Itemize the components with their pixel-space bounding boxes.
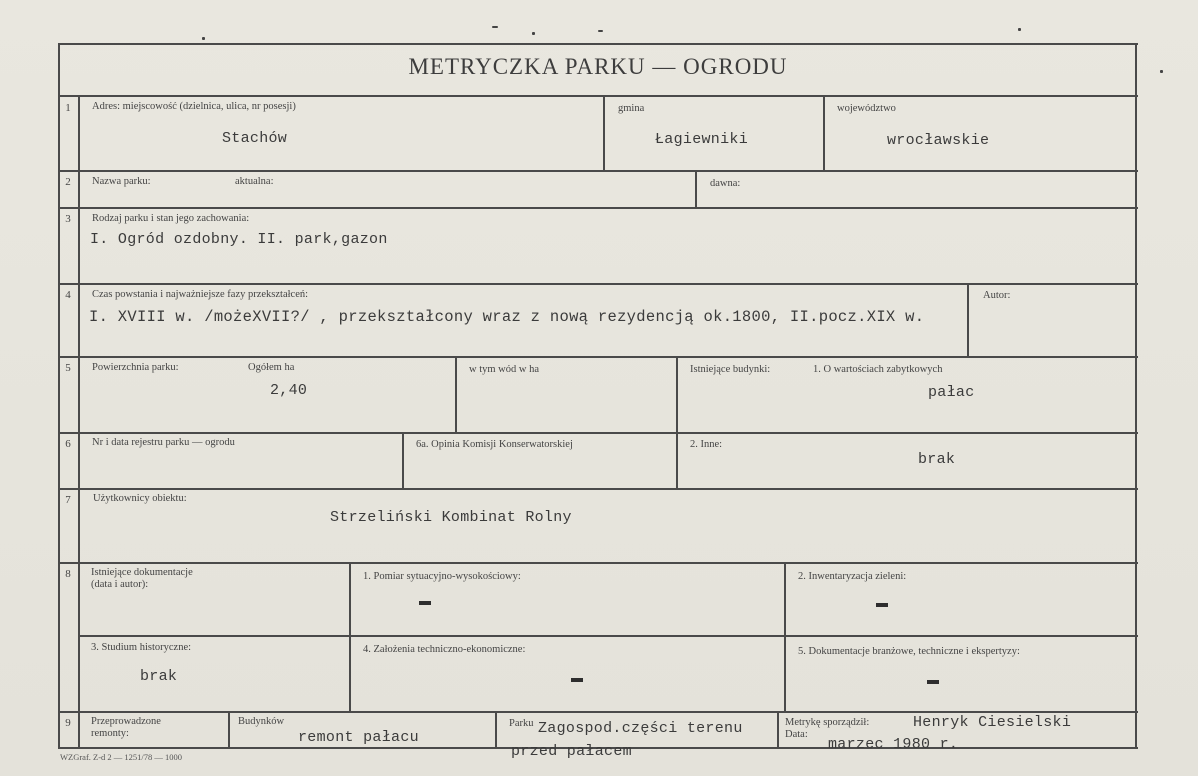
tech-eco-label: 4. Założenia techniczno-ekonomiczne: (363, 644, 526, 655)
r1-div-gmina (603, 95, 605, 172)
buildings-repairs-label: Budynków (238, 716, 285, 727)
gmina-value: Łagiewniki (655, 131, 749, 148)
creation-time-label: Czas powstania i najważniejsze fazy przekształceń: (92, 289, 309, 300)
greenery-value-dash (876, 603, 888, 607)
park-repairs-label: Parku (509, 718, 534, 729)
park-repairs-value: Zagospod.części terenu (538, 720, 743, 737)
r5-div-1 (455, 356, 457, 434)
sep-r4 (58, 356, 1138, 358)
monument-buildings-value: pałac (928, 384, 975, 401)
wojewodztwo-value: wrocławskie (887, 132, 990, 149)
num-col-divider (78, 95, 80, 749)
scan-speck (202, 37, 205, 40)
conservation-opinion-label: 6a. Opinia Komisji Konserwatorskiej (416, 439, 573, 450)
scan-speck (1160, 70, 1163, 73)
buildings-repairs-value: remont pałacu (298, 729, 419, 746)
form-title: METRYCZKA PARKU — OGRODU (408, 54, 788, 79)
history-study-label: 3. Studium historyczne: (91, 642, 192, 653)
survey-value-dash (419, 601, 431, 605)
row-number-2: 2 (65, 176, 71, 188)
r4-div (967, 283, 969, 358)
area-total-value: 2,40 (270, 382, 308, 399)
registry-label: Nr i data rejestru parku — ogrodu (92, 437, 235, 448)
r1-div-woj (823, 95, 825, 172)
row-number-9: 9 (65, 717, 71, 729)
address-label: Adres: miejscowość (dzielnica, ulica, nr posesji) (92, 101, 296, 112)
r9-div-3 (777, 711, 779, 749)
other-buildings-value: brak (918, 451, 956, 468)
row-number-3: 3 (65, 213, 71, 225)
address-value: Stachów (222, 130, 288, 147)
branch-docs-label: 5. Dokumentacje branżowe, techniczne i ekspertyzy: (798, 646, 1020, 657)
row-number-8: 8 (65, 568, 71, 580)
users-value: Strzeliński Kombinat Rolny (330, 509, 572, 526)
greenery-label: 2. Inwentaryzacja zieleni: (798, 571, 907, 582)
history-study-value: brak (140, 668, 178, 685)
row-number-7: 7 (65, 494, 71, 506)
branch-docs-value-dash (927, 680, 939, 684)
park-type-value: I. Ogród ozdobny. II. park,gazon (90, 231, 388, 248)
sep-r3 (58, 283, 1138, 285)
prepared-by-label: Metrykę sporządził: (785, 717, 870, 728)
author-label: Autor: (983, 290, 1011, 301)
water-area-label: w tym wód w ha (469, 364, 539, 375)
sep-r2 (58, 207, 1138, 209)
users-label: Użytkownicy obiektu: (93, 493, 187, 504)
r9-div-1 (228, 711, 230, 749)
sep-r7 (58, 562, 1138, 564)
prepared-by-value: Henryk Ciesielski (913, 714, 1072, 731)
frame-right (1135, 43, 1137, 749)
frame-left (58, 43, 60, 749)
row-number-1: 1 (65, 102, 71, 114)
repairs-label: Przeprowadzone (91, 716, 161, 727)
r5-div-2 (676, 356, 678, 434)
sep-r6 (58, 488, 1138, 490)
other-buildings-label: 2. Inne: (690, 439, 723, 450)
park-name-former-label: dawna: (710, 178, 741, 189)
r8-div-2 (784, 562, 786, 713)
row-number-6: 6 (65, 438, 71, 450)
sep-r8-mid (78, 635, 1138, 637)
gmina-label: gmina (618, 103, 645, 114)
monument-buildings-label: 1. O wartościach zabytkowych (813, 364, 943, 375)
scan-speck (1018, 28, 1021, 31)
park-repairs-value-2: przed pałacem (511, 743, 632, 760)
prepared-date-value: marzec 1980 r. (828, 736, 959, 753)
scan-speck (598, 30, 603, 32)
scan-speck (532, 32, 535, 35)
r6-div-2 (676, 432, 678, 490)
row-number-4: 4 (65, 289, 71, 301)
repairs-sublabel: remonty: (91, 728, 129, 739)
print-footer: WZGraf. Z-d 2 — 1251/78 — 1000 (60, 752, 183, 762)
sep-r1 (58, 170, 1138, 172)
docs-sublabel: (data i autor): (91, 579, 149, 590)
wojewodztwo-label: województwo (837, 103, 896, 114)
prepared-date-label: Data: (785, 729, 808, 740)
sep-r8 (58, 711, 1138, 713)
docs-label: Istniejące dokumentacje (91, 567, 193, 578)
park-name-label: Nazwa parku: (92, 176, 151, 187)
area-label: Powierzchnia parku: (92, 362, 179, 373)
r8-div-1 (349, 562, 351, 713)
park-name-current-label: aktualna: (235, 176, 274, 187)
sep-r5 (58, 432, 1138, 434)
r2-div (695, 170, 697, 209)
park-type-label: Rodzaj parku i stan jego zachowania: (92, 213, 250, 224)
scan-speck (492, 26, 498, 28)
buildings-label: Istniejące budynki: (690, 364, 771, 375)
tech-eco-value-dash (571, 678, 583, 682)
r9-div-2 (495, 711, 497, 749)
frame-top (58, 43, 1138, 45)
row-number-5: 5 (65, 362, 71, 374)
r6-div-1 (402, 432, 404, 490)
area-total-label: Ogółem ha (248, 362, 295, 373)
creation-time-value: I. XVIII w. /możeXVII?/ , przekształcony wraz z nową rezydencją ok.1800, II.pocz.XIX w. (89, 308, 925, 326)
sep-title (58, 95, 1138, 97)
survey-label: 1. Pomiar sytuacyjno-wysokościowy: (363, 571, 521, 582)
